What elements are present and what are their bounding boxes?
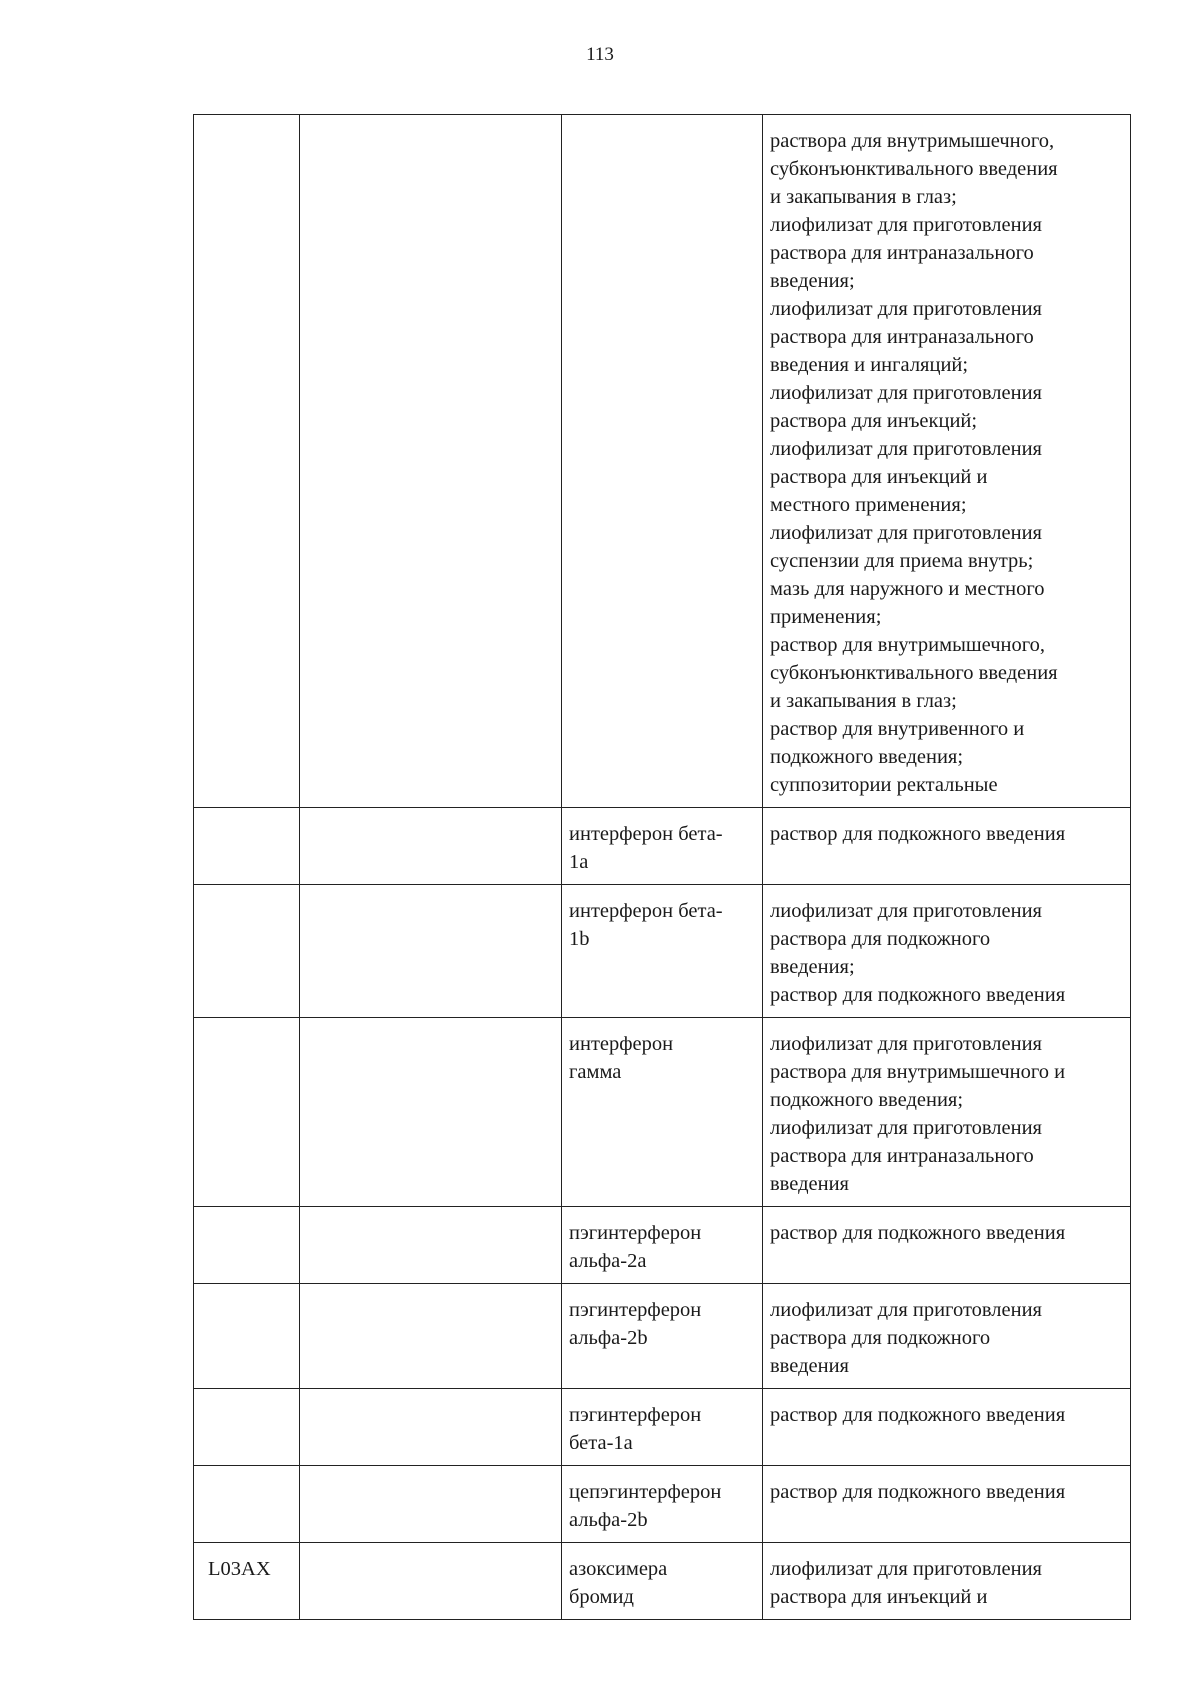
group-cell (300, 115, 562, 808)
dosage-form-line: раствор для внутривенного и (770, 718, 1025, 740)
group-cell (300, 1389, 562, 1466)
dosage-form-line: введения; (770, 270, 855, 292)
drug-name-line: альфа-2b (569, 1509, 648, 1531)
drug-table (193, 114, 1131, 1620)
dosage-form-line: раствор для подкожного введения (770, 823, 1066, 845)
dosage-form-cell (763, 1284, 1131, 1389)
dosage-form-line: введения; (770, 956, 855, 978)
drug-name-cell (562, 1018, 763, 1207)
dosage-form-line: раствора для внутримышечного, (770, 130, 1055, 152)
dosage-form-cell (763, 1389, 1131, 1466)
dosage-form-line: раствора для инъекций и (770, 1586, 988, 1608)
group-cell (300, 1543, 562, 1620)
dosage-form-line: раствор для подкожного введения (770, 1404, 1066, 1426)
table-row (194, 1284, 1131, 1389)
group-cell (300, 808, 562, 885)
dosage-form-line: и закапывания в глаз; (770, 690, 957, 712)
atc-code-cell (194, 1389, 300, 1466)
dosage-form-cell (763, 115, 1131, 808)
dosage-form-line: введения и ингаляций; (770, 354, 969, 376)
dosage-form-line: раствор для подкожного введения (770, 984, 1066, 1006)
table-row (194, 1207, 1131, 1284)
dosage-form-line: подкожного введения; (770, 1089, 964, 1111)
dosage-form-line: местного применения; (770, 494, 967, 516)
page-number: 113 (586, 44, 614, 65)
drug-name-line: цепэгинтерферон (569, 1481, 722, 1503)
dosage-form-line: раствора для инъекций и (770, 466, 988, 488)
dosage-form-cell (763, 1207, 1131, 1284)
table-row (194, 1389, 1131, 1466)
dosage-form-cell (763, 1543, 1131, 1620)
atc-code-cell (194, 808, 300, 885)
group-cell (300, 1018, 562, 1207)
atc-code-cell (194, 115, 300, 808)
drug-name-line: азоксимера (569, 1558, 668, 1580)
drug-name-cell (562, 115, 763, 808)
drug-name-cell (562, 1389, 763, 1466)
atc-code-cell (194, 1466, 300, 1543)
dosage-form-line: лиофилизат для приготовления (770, 1033, 1042, 1055)
dosage-form-line: лиофилизат для приготовления (770, 438, 1042, 460)
dosage-form-cell (763, 808, 1131, 885)
dosage-form-line: раствор для подкожного введения (770, 1222, 1066, 1244)
drug-name-line: интерферон бета- (569, 823, 723, 845)
dosage-form-cell (763, 1018, 1131, 1207)
atc-code-cell (194, 885, 300, 1018)
dosage-form-line: введения (770, 1355, 849, 1377)
drug-name-line: пэгинтерферон (569, 1404, 702, 1426)
dosage-form-line: субконъюнктивального введения (770, 158, 1058, 180)
drug-name-line: 1b (569, 928, 590, 950)
table-row (194, 808, 1131, 885)
group-cell (300, 1284, 562, 1389)
dosage-form-cell (763, 1466, 1131, 1543)
dosage-form-line: раствора для внутримышечного и (770, 1061, 1066, 1083)
dosage-form-line: лиофилизат для приготовления (770, 1117, 1042, 1139)
dosage-form-line: лиофилизат для приготовления (770, 298, 1042, 320)
dosage-form-line: введения (770, 1173, 849, 1195)
drug-name-cell (562, 1543, 763, 1620)
dosage-form-line: раствор для внутримышечного, (770, 634, 1046, 656)
dosage-form-line: раствора для интраназального (770, 242, 1034, 264)
table-row (194, 1543, 1131, 1620)
dosage-form-line: лиофилизат для приготовления (770, 900, 1042, 922)
group-cell (300, 1466, 562, 1543)
dosage-form-line: суспензии для приема внутрь; (770, 550, 1034, 572)
dosage-form-line: лиофилизат для приготовления (770, 382, 1042, 404)
atc-code-cell (194, 1284, 300, 1389)
dosage-form-line: подкожного введения; (770, 746, 964, 768)
drug-name-line: 1a (569, 851, 589, 873)
drug-name-cell (562, 1466, 763, 1543)
dosage-form-line: суппозитории ректальные (770, 774, 998, 796)
dosage-form-cell (763, 885, 1131, 1018)
table-row (194, 885, 1131, 1018)
drug-name-line: пэгинтерферон (569, 1299, 702, 1321)
table-row (194, 1466, 1131, 1543)
atc-code-cell (194, 1018, 300, 1207)
dosage-form-line: раствор для подкожного введения (770, 1481, 1066, 1503)
table-row (194, 115, 1131, 808)
drug-name-line: интерферон (569, 1033, 674, 1055)
drug-name-line: альфа-2b (569, 1327, 648, 1349)
drug-name-line: интерферон бета- (569, 900, 723, 922)
dosage-form-line: лиофилизат для приготовления (770, 1299, 1042, 1321)
group-cell (300, 1207, 562, 1284)
dosage-form-line: применения; (770, 606, 882, 628)
drug-name-cell (562, 1284, 763, 1389)
dosage-form-line: раствора для подкожного (770, 1327, 991, 1349)
drug-name-line: альфа-2a (569, 1250, 647, 1272)
dosage-form-line: раствора для подкожного (770, 928, 991, 950)
dosage-form-line: раствора для интраназального (770, 326, 1034, 348)
drug-name-cell (562, 808, 763, 885)
dosage-form-line: лиофилизат для приготовления (770, 1558, 1042, 1580)
drug-name-line: пэгинтерферон (569, 1222, 702, 1244)
table-row (194, 1018, 1131, 1207)
drug-name-line: гамма (569, 1061, 622, 1083)
dosage-form-line: лиофилизат для приготовления (770, 214, 1042, 236)
dosage-form-line: раствора для интраназального (770, 1145, 1034, 1167)
atc-code-cell: L03AX (194, 1543, 300, 1620)
dosage-form-line: субконъюнктивального введения (770, 662, 1058, 684)
dosage-form-line: мазь для наружного и местного (770, 578, 1045, 600)
dosage-form-line: раствора для инъекций; (770, 410, 978, 432)
dosage-form-line: и закапывания в глаз; (770, 186, 957, 208)
table-body (194, 115, 1131, 1620)
dosage-form-line: лиофилизат для приготовления (770, 522, 1042, 544)
drug-name-line: бромид (569, 1586, 634, 1608)
drug-name-cell (562, 885, 763, 1018)
drug-name-line: бета-1a (569, 1432, 633, 1454)
atc-code-cell (194, 1207, 300, 1284)
drug-name-cell (562, 1207, 763, 1284)
group-cell (300, 885, 562, 1018)
